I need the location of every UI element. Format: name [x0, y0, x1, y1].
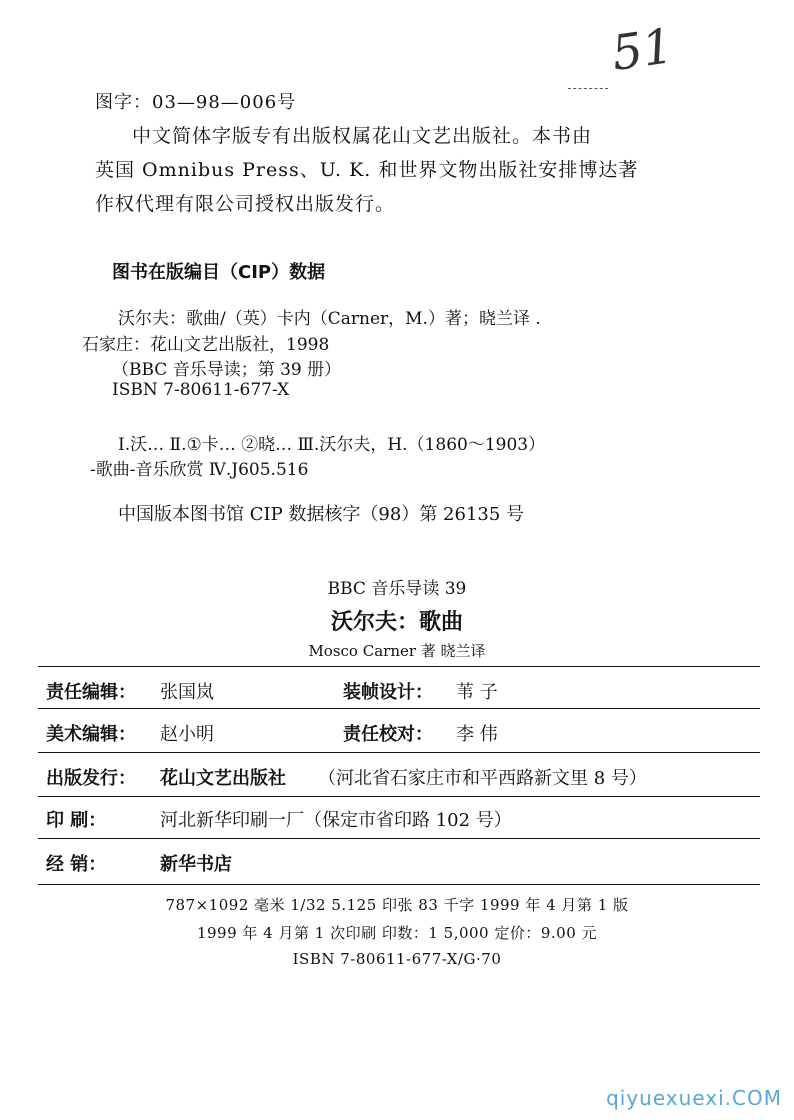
book-title: 沃尔夫：歌曲	[330, 610, 463, 635]
cip-subject-line-2: -歌曲-音乐欣赏 Ⅳ.J605.516	[90, 460, 309, 480]
credit-label-art-editor: 美术编辑：	[46, 724, 136, 745]
cip-verification: 中国版本图书馆 CIP 数据核字（98）第 26135 号	[118, 504, 525, 525]
cip-heading: 图书在版编目（CIP）数据	[112, 262, 326, 283]
register-number: 图字：03—98—006号	[95, 92, 297, 113]
credits-row-divider-2	[38, 752, 760, 753]
copyright-line-3: 作权代理有限公司授权出版发行。	[95, 193, 396, 215]
credit-label-proofreader: 责任校对：	[343, 724, 433, 745]
credit-label-chief-editor: 责任编辑：	[46, 682, 136, 703]
cip-subject-line-1: Ⅰ.沃… Ⅱ.①卡… ②晓… Ⅲ.沃尔夫，H.（1860～1903）	[118, 435, 546, 455]
handwritten-stroke	[568, 88, 608, 89]
spec-line-format: 787×1092 毫米 1/32 5.125 印张 83 千字 1999 年 4 月第 1 版	[165, 896, 629, 914]
cip-record-line-1: 沃尔夫：歌曲/（英）卡内（Carner，M.）著；晓兰译 .	[118, 309, 541, 329]
credit-label-printer: 印 刷：	[46, 810, 107, 831]
site-watermark: qiyuexuexi.COM	[606, 1086, 782, 1110]
series-label: BBC 音乐导读 39	[327, 579, 467, 599]
copyright-line-2: 英国 Omnibus Press、U. K. 和世界文物出版社安排博达著	[95, 159, 639, 181]
spec-line-printing: 1999 年 4 月第 1 次印刷 印数：1 5,000 定价：9.00 元	[196, 924, 598, 942]
credit-publisher-address: （河北省石家庄市和平西路新文里 8 号）	[318, 768, 647, 789]
credit-label-cover-design: 装帧设计：	[343, 682, 433, 703]
credit-value-cover-design: 苇 子	[456, 682, 498, 703]
credit-value-chief-editor: 张国岚	[160, 682, 214, 703]
cip-isbn: ISBN 7-80611-677-X	[112, 380, 290, 400]
cip-record-line-2: 石家庄：花山文艺出版社，1998	[82, 335, 330, 355]
handwritten-page-mark: 51	[608, 18, 677, 82]
credit-label-publisher: 出版发行：	[46, 768, 136, 789]
credits-row-divider-1	[38, 708, 760, 709]
credit-value-publisher: 花山文艺出版社	[160, 768, 286, 789]
credit-value-proofreader: 李 伟	[456, 724, 498, 745]
cip-record-line-3: （BBC 音乐导读；第 39 册）	[112, 360, 342, 380]
credit-value-printer: 河北新华印刷一厂（保定市省印路 102 号）	[160, 810, 512, 831]
credit-value-distributor: 新华书店	[160, 854, 232, 875]
spec-line-isbn: ISBN 7-80611-677-X/G·70	[292, 950, 502, 968]
credit-label-distributor: 经 销：	[46, 854, 107, 875]
credits-bottom-rule	[38, 884, 760, 885]
credits-row-divider-3	[38, 796, 760, 797]
byline: Mosco Carner 著 晓兰译	[308, 642, 486, 660]
credits-top-rule	[38, 666, 760, 667]
copyright-line-1: 中文简体字版专有出版权属花山文艺出版社。本书由	[132, 125, 593, 147]
credit-value-art-editor: 赵小明	[160, 724, 214, 745]
credits-row-divider-4	[38, 838, 760, 839]
